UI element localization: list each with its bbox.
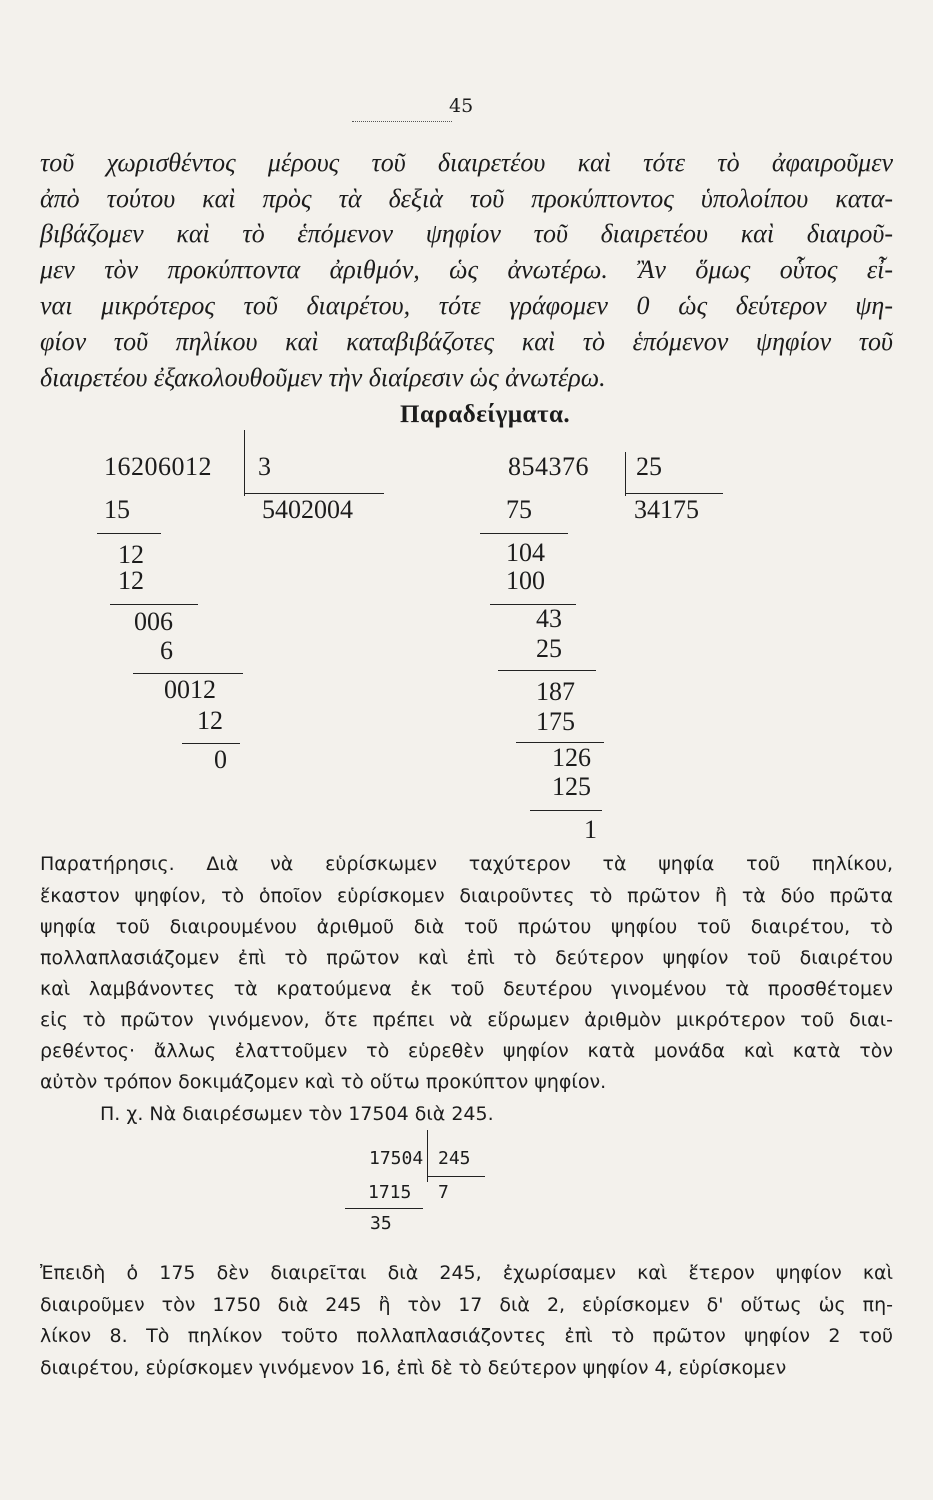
step-rule (490, 604, 576, 605)
step-value: 6 (160, 636, 173, 665)
text-line: λίκον 8. Τὸ πηλίκον τοῦτο πολλαπλασιάζοντες ἐπὶ τὸ πρῶτον ψηφίον 2 τοῦ (40, 1325, 893, 1347)
step-value: 25 (536, 634, 562, 663)
page-number: 45 (449, 95, 474, 117)
dividend: 17504 (369, 1148, 424, 1169)
step-value: 175 (536, 707, 575, 736)
step-value: 104 (506, 538, 545, 567)
text-line: καὶ λαμβάνοντες τὰ κρατούμενα ἐκ τοῦ δευτέρου γινομένου τὰ προσθέτομεν (40, 978, 893, 1000)
division-bar (244, 430, 245, 496)
step-value: 12 (118, 566, 144, 595)
text-line: διαιρέτου, εὑρίσκομεν γινόμενον 16, ἐπὶ δὲ τὸ δεύτερον ψηφίον 4, εὑρίσκομεν (40, 1357, 787, 1379)
step-value: 100 (506, 566, 545, 595)
step-rule (345, 1208, 423, 1209)
step-rule (498, 670, 596, 671)
step-rule (480, 533, 568, 534)
step-value: 0 (214, 745, 227, 774)
text-line: τοῦ χωρισθέντος μέρους τοῦ διαιρετέου καὶ τότε τὸ ἀφαιροῦμεν (40, 148, 893, 177)
step-rule (182, 743, 240, 744)
text-line: διαιροῦμεν τὸν 1750 διὰ 245 ἢ τὸν 17 διὰ 2, εὑρίσκομεν δ' οὕτως ὡς πη- (40, 1294, 893, 1316)
text-line: βιβάζομεν καὶ τὸ ἑπόμενον ψηφίον τοῦ διαιρετέου καὶ διαιροῦ- (40, 219, 893, 248)
text-line: Ἐπειδὴ ὁ 175 δὲν διαιρεῖται διὰ 245, ἐχωρίσαμεν καὶ ἕτερον ψηφίον καὶ (40, 1262, 893, 1284)
step-value: 12 (118, 540, 144, 569)
step-value: 43 (536, 604, 562, 633)
divisor: 245 (438, 1148, 471, 1169)
dividend: 854376 (508, 452, 589, 481)
text-line: ψηφία τοῦ διαιρουμένου ἀριθμοῦ διὰ τοῦ πρώτου ψηφίου τοῦ διαιρέτου, τὸ (40, 916, 893, 938)
step-value: 126 (552, 743, 591, 772)
text-line: ἀπὸ τούτου καὶ πρὸς τὰ δεξιὰ τοῦ προκύπτοντος ὑπολοίπου κατα- (40, 184, 893, 213)
header-rule (352, 121, 452, 122)
step-rule (110, 604, 198, 605)
divisor: 25 (636, 452, 662, 481)
quotient: 34175 (634, 495, 699, 524)
division-bar (427, 1130, 428, 1182)
step-value: 1 (584, 815, 597, 844)
text-line: μεν τὸν προκύπτοντα ἀριθμόν, ὡς ἀνωτέρω. Ἂν ὅμως οὗτος εἶ- (40, 255, 893, 284)
quotient: 7 (438, 1182, 449, 1203)
step-value: 12 (197, 706, 223, 735)
product: 1715 (368, 1182, 412, 1203)
step-value: 187 (536, 677, 575, 706)
examples-heading: Παραδείγματα. (400, 401, 571, 428)
division-bar (625, 452, 626, 496)
quotient-rule (244, 493, 384, 494)
remainder: 35 (370, 1213, 392, 1234)
text-line: ναι μικρότερος τοῦ διαιρέτου, τότε γράφομεν 0 ὡς δεύτερον ψη- (40, 291, 893, 320)
step-value: 75 (506, 495, 532, 524)
text-line: πολλαπλασιάζομεν ἐπὶ τὸ πρῶτον καὶ ἐπὶ τὸ δεύτερον ψηφίον τοῦ διαιρέτου (40, 947, 893, 969)
dividend: 16206012 (104, 452, 212, 481)
quotient-rule (625, 493, 723, 494)
text-line: ρεθέντος· ἄλλως ἐλαττοῦμεν τὸ εὑρεθὲν ψηφίον κατὰ μονάδα καὶ κατὰ τὸν (40, 1040, 893, 1062)
step-rule (133, 673, 243, 674)
text-line: αὐτὸν τρόπον δοκιμάζομεν καὶ τὸ οὕτω προκύπτον ψηφίον. (40, 1071, 607, 1093)
quotient-rule (427, 1176, 485, 1177)
divisor: 3 (258, 452, 271, 481)
text-line: ἕκαστον ψηφίον, τὸ ὁποῖον εὑρίσκομεν διαιροῦντες τὸ πρῶτον ἢ τὰ δύο πρῶτα (40, 885, 893, 907)
step-rule (530, 810, 602, 811)
text-line: εἰς τὸ πρῶτον γινόμενον, ὅτε πρέπει νὰ εὕρωμεν ἀριθμὸν μικρότερον τοῦ διαι- (40, 1009, 893, 1031)
text-line: φίον τοῦ πηλίκου καὶ καταβιβάζοτες καὶ τὸ ἑπόμενον ψηφίον τοῦ (40, 327, 893, 356)
quotient: 5402004 (262, 495, 353, 524)
step-value: 125 (552, 772, 591, 801)
step-value: 006 (134, 607, 173, 636)
example-prompt: Π. χ. Νὰ διαιρέσωμεν τὸν 17504 διὰ 245. (100, 1103, 494, 1125)
text-line: Παρατήρησις. Διὰ νὰ εὑρίσκωμεν ταχύτερον τὰ ψηφία τοῦ πηλίκου, (40, 853, 893, 875)
step-value: 0012 (164, 675, 216, 704)
text-line: διαιρετέου ἐξακολουθοῦμεν τὴν διαίρεσιν ὡς ἀνωτέρω. (40, 363, 606, 392)
step-rule (97, 533, 161, 534)
step-value: 15 (104, 495, 130, 524)
